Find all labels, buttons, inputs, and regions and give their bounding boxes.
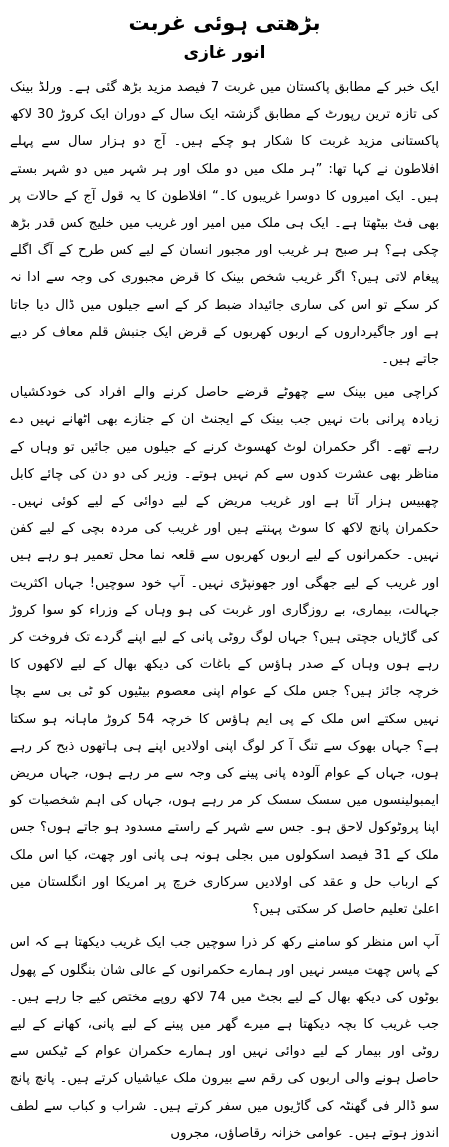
article-title: بڑھتی ہوئی غربت [128,11,321,35]
article-paragraph: ایک خبر کے مطابق پاکستان میں غربت 7 فیصد مزید بڑھ گئی ہے۔ ورلڈ بینک کی تازہ ترین رپورٹ کے مطابق گزشتہ ایک سال کے دوران ایک کروڑ 30 لاکھ پاکستانی مزید غربت کا شکار ہو چکے ہیں۔ آج دو ہزار سال سے پہلے افلاطون نے کہا تھا: ”ہر ملک میں دو ملک اور ہر شہر میں دو شہر بستے ہیں۔ ایک امیروں کا دوسرا غریبوں کا۔“ افلاطون کا یہ قول آج کے حالات پر بھی فٹ بیٹھتا ہے۔ ایک ہی ملک میں امیر اور غریب میں خلیج کس قدر بڑھ چکی ہے؟ ہر صبح ہر غریب اور مجبور انسان کے لیے کس طرح کے آگ اگلے پیغام لاتی ہیں؟ اگر غریب شخص بینک کا قرض مجبوری کی وجہ سے ادا نہ کر سکے تو اس کی ساری جائیداد ضبط کر کے اسے جیلوں میں ڈال دیا جاتا ہے اور جاگیرداروں کے اربوں کھربوں کے قرض ایک جنبش قلم معاف کر دیے جاتے ہیں۔ [10,80,440,368]
article-author: انور غازی [183,43,266,63]
article-paragraph: کراچی میں بینک سے چھوٹے قرضے حاصل کرنے والے افراد کی خودکشیاں زیادہ پرانی بات نہیں جب بینک کے ایجنٹ ان کے جنازے بھی اٹھانے نہیں دے رہے تھے۔ اگر حکمران لوٹ کھسوٹ کرنے کے جیلوں میں جائیں تو وہاں کے مناظر بھی عشرت کدوں سے کم نہیں ہوتے۔ وزیر کی دو دن کی چائے کابل چھبیس ہزار آتا ہے اور غریب مریض کے لیے دوائی کے لیے کوئی نہیں۔ حکمران پانچ لاکھ کا سوٹ پہنتے ہیں اور غریب کی مردہ بچی کے لیے کفن نہیں۔ حکمرانوں کے لیے اربوں کھربوں سے قلعہ نما محل تعمیر ہو رہے ہیں اور غریب کے لیے جھگی اور جھونپڑی نہیں۔ آپ خود سوچیں! جہاں اکثریت جہالت، بیماری، بے روزگاری اور غربت کی ہو وہاں کے وزراء کو سوا کروڑ کی گاڑیاں جچتی ہیں؟ جہاں لوگ روٹی پانی کے لیے اپنے گردے تک فروخت کر رہے ہوں وہاں کے صدر ہاؤس کے باغات کی دیکھ بھال کے لیے لاکھوں کا خرچہ جائز ہیں؟ جس ملک کے عوام اپنی معصوم بیٹیوں کو ٹی بی سے بچا نہیں سکتے اس ملک کے پی ایم ہاؤس کا خرچہ 54 کروڑ ماہانہ ہو سکتا ہے؟ جہاں بھوک سے تنگ آ کر لوگ اپنی اولادیں اپنے ہی ہاتھوں ذبح کر رہے ہوں، جہاں کے عوام آلودہ پانی پینے کی وجہ سے مر رہے ہوں، جہاں مریض ایمبولینسوں میں سسک سسک کر مر رہے ہوں، جہاں کی اہم شخصیات کو اپنا پروٹوکول لاحق ہو۔ جس سے شہر کے راستے مسدود ہو جاتے ہوں؟ جس ملک کے 31 فیصد اسکولوں میں بجلی ہونہ ہی پانی اور چھت، کیا اس ملک کے ارباب حل و عقد کی اولادیں سرکاری خرچ پر امریکا اور انگلستان میں اعلیٰ تعلیم حاصل کر سکتی ہیں؟ [10,385,439,918]
article-paragraph: آپ اس منظر کو سامنے رکھ کر ذرا سوچیں جب ایک غریب دیکھتا ہے کہ اس کے پاس چھت میسر نہیں اور ہمارے حکمرانوں کے عالی شان بنگلوں کے پھول بوٹوں کی دیکھ بھال کے لیے بجٹ میں 74 لاکھ روپے مختص کیے جا رہے ہیں۔ جب غریب کا بچہ دیکھتا ہے میرے گھر میں پینے کے لیے پانی، کھانے کے لیے روٹی اور بیمار کے لیے دوائی نہیں اور ہمارے حکمران عوام کے ٹیکس سے حاصل ہونے والی اربوں کی رقم سے بیرون ملک عیاشیاں کرتے ہیں۔ پانچ پانچ سو ڈالر فی گھنٹہ کی گاڑیوں میں سفر کرتے ہیں۔ شراب و کباب سے لطف اندوز ہوتے ہیں۔ عوامی خزانہ رقاصاؤں، مجروں [10,935,439,1141]
